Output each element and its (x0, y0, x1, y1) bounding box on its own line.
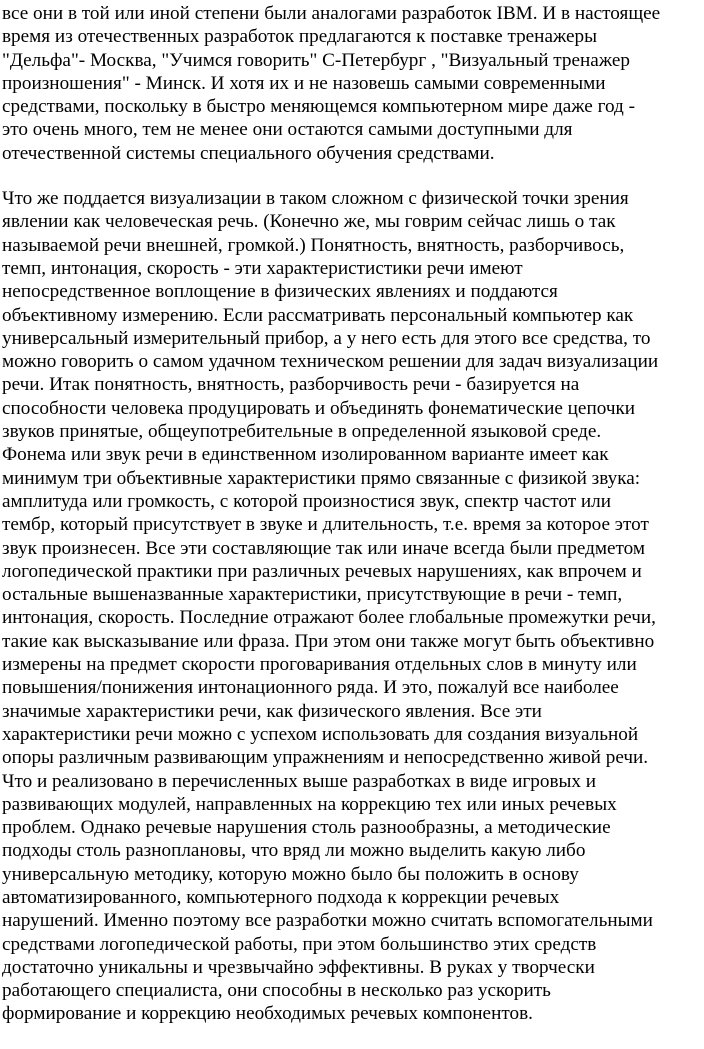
text-line: значимые характеристики речи, как физического явления. Все эти (2, 700, 542, 722)
text-line: такие как высказывание или фраза. При этом они также могут быть объективно (2, 630, 655, 652)
text-line: все они в той или иной степени были аналогами разработок IBM. И в настоящее (2, 3, 661, 24)
text-line: время из отечественных разработок предлагаются к поставке тренажеры (2, 26, 597, 48)
text-line: средствами, поскольку в быстро меняющемся компьютерном мире даже год - (2, 96, 636, 118)
text-line: звук произнесен. Все эти составляющие так или иначе всегда были предметом (2, 537, 646, 559)
text-line: характеристики речи можно с успехом использовать для создания визуальной (2, 723, 639, 745)
text-line: развивающих модулей, направленных на коррекцию тех или иных речевых (2, 793, 617, 815)
text-line: амплитуда или громкость, с которой произностися звук, спектр частот или (2, 490, 612, 512)
text-line: нарушений. Именно поэтому все разработки можно считать вспомогательными (2, 910, 653, 932)
text-line: отечественной системы специального обучения средствами. (2, 142, 495, 164)
text-line: логопедической практики при различных речевых нарушениях, как впрочем и (2, 560, 642, 582)
text-line: автоматизированного, компьютерного подхода к коррекции речевых (2, 886, 560, 908)
text-line: явлении как человеческая речь. (Конечно же, мы говрим сейчас лишь о так (2, 211, 616, 233)
text-line: звуков принятые, общеупотребительные в определенной языковой среде. (2, 421, 602, 443)
text-line: способности человека продуцировать и объединять фонематические цепочки (2, 397, 636, 419)
text-line: достаточно уникальны и чрезвычайно эффективны. В руках у творчески (2, 956, 595, 978)
text-line: работающего специалиста, они способны в несколько раз ускорить (2, 980, 551, 1002)
paragraph-2 (2, 187, 704, 1026)
text-line: минимум три объективные характеристики прямо связанные с физикой звука: (2, 467, 641, 489)
text-line: формирование и коррекцию необходимых речевых компонентов. (2, 1003, 533, 1025)
paragraph-1 (2, 2, 704, 165)
text-line: измерены на предмет скорости проговаривания отдельных слов в минуту или (2, 654, 637, 676)
text-line: Фонема или звук речи в единственном изолированном варианте имеет как (2, 444, 609, 466)
text-line: Что и реализовано в перечисленных выше разработках в виде игровых и (2, 770, 597, 792)
text-line: универсальный измерительный прибор, а у него есть для этого все средства, то (2, 327, 651, 349)
text-line: это очень много, тем не менее они остаются самыми доступными для (2, 119, 573, 141)
text-line: подходы столь разноплановы, что вряд ли можно выделить какую либо (2, 840, 586, 862)
text-line: повышения/понижения интонационного ряда. И это, пожалуй все наиболее (2, 677, 619, 699)
text-line: "Дельфа"- Москва, "Учимся говорить" С-Петербург , "Визуальный тренажер (2, 49, 630, 71)
text-line: проблем. Однако речевые нарушения столь разнообразны, а методические (2, 817, 611, 839)
text-line: универсальную методику, которую можно было бы положить в основу (2, 863, 579, 885)
text-line: интонация, скорость. Последние отражают более глобальные промежутки речи, (2, 607, 656, 629)
text-line: произношения" - Минск. И хотя их и не назовешь самыми современными (2, 72, 606, 94)
text-line: Что же поддается визуализации в таком сложном с физической точки зрения (2, 188, 629, 210)
text-line: опоры различным развивающим упражнениям и непосредственно живой речи. (2, 747, 649, 769)
text-line: можно говорить о самом удачном техническом решении для задач визуализации (2, 351, 659, 373)
text-line: тембр, который присутствует в звуке и длительность, т.е. время за которое этот (2, 514, 649, 536)
text-line: непосредственное воплощение в физических явлениях и поддаются (2, 281, 558, 303)
text-line: темп, интонация, скорость - эти характеристистики речи имеют (2, 257, 523, 279)
text-line: остальные вышеназванные характеристики, присутствующие в речи - темп, (2, 584, 623, 606)
text-line: средствами логопедической работы, при этом большинство этих средств (2, 933, 597, 955)
text-line: называемой речи внешней, громкой.) Понятность, внятность, разборчивось, (2, 234, 625, 256)
text-line: речи. Итак понятность, внятность, разборчивость речи - базируется на (2, 374, 580, 396)
text-line: объективному измерению. Если рассматривать персональный компьютер как (2, 304, 634, 326)
